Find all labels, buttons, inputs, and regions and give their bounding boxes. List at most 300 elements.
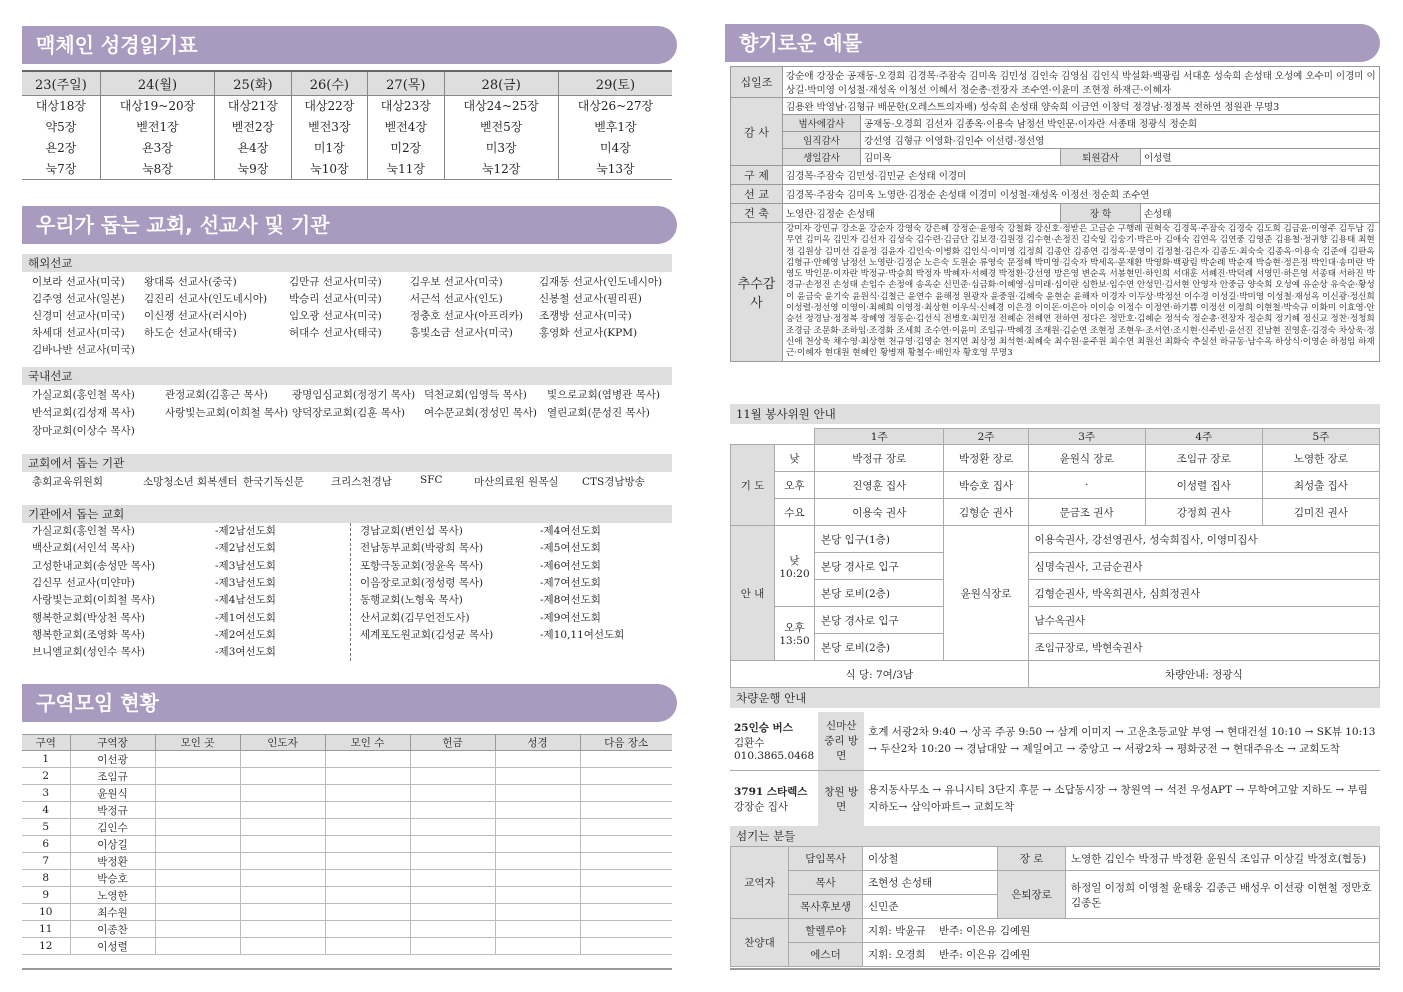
teach-name-3: 신민준	[863, 895, 998, 919]
agency-group: -제3여선도회	[215, 646, 276, 659]
district-empty-cell	[495, 751, 580, 768]
district-empty-cell	[240, 785, 325, 802]
relief-label: 구 제	[731, 166, 783, 185]
district-leader: 최수원	[70, 904, 155, 921]
prayer-name: 이용숙 권사	[815, 499, 944, 526]
district-empty-cell	[580, 904, 672, 921]
domestic-label: 국내선교	[22, 367, 672, 385]
prayer-time: 수요	[775, 499, 815, 526]
vehicle-route: 용지동사무소 → 유니시티 3단지 후문 → 소답동시장 → 창원역 → 석전 우성APT → 무학여고앞 지하도 → 부림지하도→ 삼익아파트→ 교회도착	[864, 770, 1380, 828]
district-row	[22, 921, 672, 938]
district-empty-cell	[495, 768, 580, 785]
district-number: 3	[22, 785, 70, 802]
choir-label: 찬양대	[731, 919, 789, 967]
meal-info: 식 당: 7여/3남	[731, 661, 1029, 688]
district-empty-cell	[155, 904, 240, 921]
service-week: 5주	[1262, 429, 1379, 445]
district-empty-cell	[580, 853, 672, 870]
district-number: 1	[22, 751, 70, 768]
agency-churches-list	[22, 523, 672, 663]
district-leader: 이성렬	[70, 938, 155, 955]
reading-cell: 벧후1장	[558, 116, 672, 137]
reading-cell: 미2장	[368, 137, 444, 158]
reading-day-header: 23(주일)	[22, 71, 100, 95]
domestic-item: 광명임심교회(정정기 목사)	[292, 389, 416, 401]
district-empty-cell	[580, 870, 672, 887]
overseas-item: 김바나반 선교사(미국)	[32, 344, 135, 356]
district-empty-cell	[155, 802, 240, 819]
district-empty-cell	[410, 768, 495, 785]
district-table	[22, 734, 672, 955]
thanks-sub-label-3: 생일감사	[783, 149, 861, 166]
teach-name-1: 이상철	[863, 847, 998, 871]
reading-cell: 눅13장	[558, 158, 672, 179]
district-row	[22, 836, 672, 853]
guide-time-noon-clock: 10:20	[779, 567, 810, 580]
reading-cell: 벧전5장	[444, 116, 558, 137]
agency-church: 사랑빛는교회(이희철 목사)	[32, 594, 156, 607]
guide-place: 본당 경사로 입구	[815, 607, 944, 634]
reading-cell: 대상23장	[368, 95, 444, 116]
overseas-item: 신경미 선교사(미국)	[32, 310, 125, 322]
district-header-cell: 성경	[495, 735, 580, 751]
district-empty-cell	[155, 938, 240, 955]
reading-cell: 벧전4장	[368, 116, 444, 137]
agencies-item: 마산의료원 원목실	[474, 476, 559, 488]
choir-info-2	[863, 943, 1380, 967]
domestic-item: 빛으로교회(염병관 목사)	[547, 389, 660, 401]
agency-church: 행복한교회(박상천 목사)	[32, 611, 145, 624]
domestic-item: 관정교회(김홍근 목사)	[165, 389, 268, 401]
district-row	[22, 802, 672, 819]
building-text: 노영란·김정순 손성태	[783, 204, 1061, 223]
reading-cell: 벧전1장	[100, 116, 214, 137]
district-empty-cell	[240, 836, 325, 853]
reading-cell: 욘4장	[215, 137, 291, 158]
thanks-label: 감 사	[731, 98, 783, 166]
district-empty-cell	[495, 819, 580, 836]
domestic-item: 가실교회(홍인철 목사)	[32, 389, 135, 401]
choir-acc-2: 반주: 이은유 김예원	[938, 949, 1031, 961]
relief-text: 김경목·주잠숙 김민성·김민균 손성태 이경미	[783, 166, 1380, 185]
prayer-name: 진영훈 집사	[815, 472, 944, 499]
vehicle-route-label: 신마산 중리 방면	[818, 712, 864, 770]
service-blank	[731, 429, 775, 445]
choir-acc-1: 반주: 이은유 김예원	[938, 925, 1031, 937]
district-empty-cell	[240, 768, 325, 785]
district-header-cell: 구역	[22, 735, 70, 751]
domestic-item: 열린교회(문성진 목사)	[547, 407, 650, 419]
district-row	[22, 887, 672, 904]
prayer-time: 낮	[775, 445, 815, 472]
agency-church: 포항극동교회(정윤옥 목사)	[360, 559, 484, 572]
district-empty-cell	[325, 751, 410, 768]
overseas-item: 임오광 선교사(미국)	[289, 310, 382, 322]
guide-row	[731, 553, 1380, 580]
vehicle-info	[730, 770, 818, 828]
guide-time-pm	[775, 607, 815, 661]
teach-role-3: 목사후보생	[789, 895, 863, 919]
domestic-list	[22, 387, 672, 441]
choir-lead-1: 지휘: 박윤규	[868, 925, 926, 937]
service-week: 4주	[1145, 429, 1262, 445]
district-empty-cell	[240, 887, 325, 904]
agency-church: 고성한내교회(송성만 목사)	[32, 559, 156, 572]
district-empty-cell	[580, 768, 672, 785]
service-blank	[775, 429, 815, 445]
agency-church: 세계포도원교회(김성균 목사)	[360, 628, 494, 641]
prayer-name: 이성렬 집사	[1145, 472, 1262, 499]
reading-row	[22, 116, 672, 137]
reading-day-header: 26(수)	[291, 71, 367, 95]
reading-cell: 대상18장	[35, 99, 86, 114]
reading-cell: 대상21장	[215, 95, 291, 116]
district-leader: 박정환	[70, 853, 155, 870]
district-empty-cell	[240, 802, 325, 819]
district-empty-cell	[325, 819, 410, 836]
reading-day-header: 29(토)	[558, 71, 672, 95]
overseas-item: 왕대록 선교사(중국)	[144, 276, 237, 288]
district-empty-cell	[155, 887, 240, 904]
overseas-item: 김진리 선교사(인도네시아)	[144, 293, 268, 305]
agencies-item: 소망청소년 회복센터	[143, 476, 238, 488]
overseas-item: 흥빛소금 선교사(미국)	[410, 327, 513, 339]
overseas-list	[22, 274, 672, 354]
overseas-item: 김주영 선교사(일본)	[32, 293, 125, 305]
domestic-item: 장마교회(이상수 목사)	[32, 425, 135, 437]
district-empty-cell	[325, 836, 410, 853]
district-empty-cell	[495, 785, 580, 802]
overseas-item: 신봉철 선교사(필리핀)	[539, 293, 642, 305]
district-leader: 박정규	[70, 802, 155, 819]
agencies-list	[22, 474, 672, 492]
reading-cell: 눅10장	[291, 158, 367, 179]
thanks-sub-label-2: 임직감사	[783, 132, 861, 149]
district-empty-cell	[410, 785, 495, 802]
prayer-name: ·	[1028, 472, 1145, 499]
thanks-text: 김용완 박영남·김형규 배문한(오레스트의자배) 성숙희 손성태 양숙희 이금연 이창덕 정경남·정정복 전하연 정원관 무명3	[783, 98, 1380, 115]
district-empty-cell	[410, 938, 495, 955]
overseas-item: 허대수 선교사(태국)	[289, 327, 382, 339]
prayer-time: 오후	[775, 472, 815, 499]
workers-table	[730, 846, 1380, 967]
guide-place: 본당 경사로 입구	[815, 553, 944, 580]
district-number: 5	[22, 819, 70, 836]
reading-day-header: 25(화)	[215, 71, 291, 95]
choir-name-2: 에스더	[789, 943, 863, 967]
guide-place: 본당 로비(2층)	[815, 580, 944, 607]
overseas-item: 김만규 선교사(미국)	[289, 276, 382, 288]
district-empty-cell	[325, 938, 410, 955]
district-number: 4	[22, 802, 70, 819]
overseas-label: 해외선교	[22, 254, 672, 272]
vehicle-row	[730, 712, 1380, 770]
choir-lead-2: 지휘: 오경희	[868, 949, 926, 961]
district-empty-cell	[580, 751, 672, 768]
prayer-name: 윤원식 장로	[1028, 445, 1145, 472]
district-leader: 노영한	[70, 887, 155, 904]
reading-cell: 눅11장	[368, 158, 444, 179]
guide-row	[731, 607, 1380, 634]
vehicle-row	[730, 770, 1380, 828]
reading-cell: 벧전2장	[215, 116, 291, 137]
vehicle-phone: 010.3865.0468	[734, 749, 815, 762]
vehicle-table	[730, 712, 1380, 829]
overseas-item: 이신쟁 선교사(러시아)	[144, 310, 247, 322]
district-empty-cell	[495, 802, 580, 819]
guide-time-noon-label: 낮	[789, 554, 800, 567]
reading-cell: 벧전3장	[291, 116, 367, 137]
district-empty-cell	[240, 904, 325, 921]
district-empty-cell	[495, 887, 580, 904]
overseas-item: 홍영화 선교사(KPM)	[539, 327, 638, 339]
agency-group: -제3남선도회	[215, 576, 276, 589]
guide-time-noon	[775, 526, 815, 607]
district-empty-cell	[410, 819, 495, 836]
agencies-item: SFC	[420, 474, 443, 486]
district-empty-cell	[495, 921, 580, 938]
overseas-item: 김우보 선교사(미국)	[410, 276, 503, 288]
reading-day-header: 24(월)	[100, 71, 214, 95]
district-empty-cell	[410, 870, 495, 887]
district-empty-cell	[325, 904, 410, 921]
agency-group: -제2남선도회	[215, 542, 276, 555]
district-empty-cell	[580, 785, 672, 802]
vehicle-driver: 강장순 집사	[734, 801, 789, 813]
district-empty-cell	[325, 853, 410, 870]
district-header-cell: 다음 장소	[580, 735, 672, 751]
district-empty-cell	[410, 751, 495, 768]
reading-cell: 눅8장	[100, 158, 214, 179]
district-empty-cell	[240, 938, 325, 955]
left-bottom-rule	[22, 968, 672, 970]
guide-names: 남수옥권사	[1028, 607, 1379, 634]
teach-label: 교역자	[731, 847, 789, 919]
district-empty-cell	[410, 802, 495, 819]
district-empty-cell	[410, 836, 495, 853]
vehicle-bus: 3791 스타렉스	[734, 786, 808, 798]
prayer-name: 박승호 집사	[944, 472, 1028, 499]
agency-group: -제1여선도회	[215, 611, 276, 624]
reading-header: 맥체인 성경읽기표	[22, 26, 677, 64]
district-number: 7	[22, 853, 70, 870]
offering-header: 향기로운 예물	[725, 24, 1380, 62]
reading-row	[22, 137, 672, 158]
district-empty-cell	[580, 938, 672, 955]
agencies-item: 크리스천경남	[331, 476, 392, 488]
district-empty-cell	[155, 785, 240, 802]
agency-church: 가실교회(홍인철 목사)	[32, 525, 135, 537]
overseas-item: 이보라 선교사(미국)	[32, 276, 125, 288]
domestic-item: 반석교회(김성재 목사)	[32, 407, 135, 419]
prayer-name: 강정희 권사	[1145, 499, 1262, 526]
district-leader: 김인수	[70, 819, 155, 836]
guide-place: 본당 입구(1층)	[815, 526, 944, 553]
district-empty-cell	[240, 819, 325, 836]
elders-text: 노영한 김인수 박정규 박정환 윤원식 조임규 이상길 박정호(협동)	[1066, 847, 1380, 871]
reading-cell: 눅7장	[22, 158, 100, 179]
district-empty-cell	[325, 870, 410, 887]
reading-cell: 눅12장	[444, 158, 558, 179]
district-empty-cell	[580, 802, 672, 819]
district-empty-cell	[580, 836, 672, 853]
agency-group: -제10,11여선도회	[540, 628, 625, 641]
domestic-item: 양덕장로교회(김훈 목사)	[292, 407, 405, 419]
agency-church: 이음장로교회(정성령 목사)	[360, 576, 484, 589]
parking-info: 차량안내: 정광식	[1028, 661, 1379, 688]
teach-role-2: 목사	[789, 871, 863, 895]
reading-cell: 미3장	[444, 137, 558, 158]
agencies-label: 교회에서 돕는 기관	[22, 454, 672, 472]
service-footer-row	[731, 661, 1380, 688]
agency-churches-label: 기관에서 돕는 교회	[22, 505, 672, 523]
district-leader: 이종찬	[70, 921, 155, 938]
agency-group: -제4남선도회	[215, 594, 276, 607]
district-empty-cell	[325, 802, 410, 819]
district-empty-cell	[495, 836, 580, 853]
reading-cell: 대상22장	[291, 95, 367, 116]
guide-names: 조임규장로, 박현숙권사	[1028, 634, 1379, 661]
prayer-label: 기 도	[731, 445, 775, 526]
prayer-name: 노영한 장로	[1262, 445, 1379, 472]
guide-time-pm-label: 오후	[784, 622, 805, 634]
reading-table	[22, 70, 672, 180]
prayer-row	[731, 499, 1380, 526]
agency-church: 경남교회(변인섭 목사)	[360, 525, 463, 537]
support-header: 우리가 돕는 교회, 선교사 및 기관	[22, 206, 677, 244]
district-leader: 조임규	[70, 768, 155, 785]
reading-row	[22, 158, 672, 179]
guide-place: 본당 로비(2층)	[815, 634, 944, 661]
thanks-sub-label-1: 범사에감사	[783, 115, 861, 132]
scholarship-label: 장 학	[1061, 204, 1141, 223]
prayer-name: 김미진 권사	[1262, 499, 1379, 526]
prayer-name: 김형순 권사	[944, 499, 1028, 526]
vehicle-driver: 김환수	[734, 736, 765, 749]
district-header-cell: 모인 곳	[155, 735, 240, 751]
district-number: 8	[22, 870, 70, 887]
district-empty-cell	[240, 921, 325, 938]
service-week: 3주	[1028, 429, 1145, 445]
reading-day-header: 28(금)	[444, 71, 558, 95]
guide-names: 이용숙권사, 강선영권사, 성숙희집사, 이영미집사	[1028, 526, 1379, 553]
district-empty-cell	[155, 768, 240, 785]
overseas-item: 김재동 선교사(인도네시아)	[539, 276, 663, 288]
thanks-sub-text-2: 강선영 김형규 이영화·김인수 이선령·정선영	[861, 132, 1380, 149]
prayer-name: 박정환 장로	[944, 445, 1028, 472]
prayer-name: 최성출 집사	[1262, 472, 1379, 499]
reading-cell: 대상24~25장	[444, 95, 558, 116]
agency-church: 백산교회(서인석 목사)	[32, 542, 135, 555]
district-empty-cell	[410, 887, 495, 904]
reading-cell: 미1장	[291, 137, 367, 158]
guide-row	[731, 634, 1380, 661]
prayer-name: 조임규 장로	[1145, 445, 1262, 472]
vehicle-info	[730, 712, 818, 770]
district-empty-cell	[580, 921, 672, 938]
guide-row	[731, 526, 1380, 553]
district-empty-cell	[155, 853, 240, 870]
guide-names: 심명숙권사, 고금순권사	[1028, 553, 1379, 580]
district-row	[22, 853, 672, 870]
harvest-text: 강미자 강민규 강소윤 강순자 강영숙 강은혜 강정순·윤영숙 강철화 강신호·정받은 고금순 구행례 권혁숙 김경목·주잠숙 김경숙 김도희 김금윤·이영주 김두남 김무연 김미옥 김민자 김선자 김성숙 김수련·김금단 김보경·김원경 김수현·손정진 김숙일 김숭기·박은아 김애숙 김연옥 김연중 김영준 김용철·정귀향 김용태 최현정 김원상 김미선 김윤정 김윤자 김인숙·이병화 김인식·이미영 김정희 김종안 김종연 김정옥·문영이 김정철·김은자 김종도·최숙숙 김종옥·이용숙 김준애 김판옥 김형규·안혜영 남정선 노영란·김정순 노은숙 도원순 류영숙 문정혜 박미영·김숙자 박세옥·문재환 박영화·백광림 박순례 박순재 박승현·정은정 박인대·송미란 박영도 박인문·이자란 박정규·박승희 박정자 박혜자·서혜경 박정환·강선영 방은영 변순옥 서봉현민·하인희 서대훈 서혜진·박덕례 서영민·하은영 서종태 서하진 박경규·손정진 손성태 손임수 손정애 송옥순 신민준·심금화·이혜영·심미래·심이란 심한보·임수연 안성민·김서현 안영자 안중금 양숙희 오성예 유순상 유숙순·황성이 윤금숙 윤기숙 윤원식·김철근 윤연수 윤해정 원광자 윤중원·김혜숙 윤현순 윤해자 이경자 이두상·박정선 이수경 이성길·박미영 이성철·재성옥 이신광·정신희 이성렬·정선영 이영이·최혜희 이영정·최상현 이우식·신혜경 이은경 이이돈·이은아 이이승 이정수 이정연·하기쁨 이정선 이정희 이현철·박숙규 이화미 이효영·안승선 정경남·정정복 장혜영 정동순·김선식 전병호·최민정 전혜순 전혜연 전하연 정다은 정만호·김혜순 정석숙 정순총·전장자 정순희 정기혜 정신교 정찬·정청희 조경금 조문화·조하임·조경화 조세희 조수연·이윤미 조임규·박혜경 조재원·김순연 조현정 조현우·조서연·조시현·신주빈·윤선진 진남현 진영훈·김경숙 차상욱·정신애 천상욱 채수영·최상현 천규영·김영순 천지연 최상정 최석현·최혜숙 최수원·윤주원 최수연 최원선 최화숙 추실선 하규동·남수옥 하상식·이영순 하정임 하재근·이혜자 현대원 현혜인 황병재 황철수·배인자 황호영 무명3	[783, 223, 1380, 362]
scholarship-text: 손성태	[1141, 204, 1380, 223]
district-empty-cell	[495, 904, 580, 921]
district-header-cell: 인도자	[240, 735, 325, 751]
agency-divider	[350, 523, 351, 661]
agency-group: -제4여선도회	[540, 525, 601, 537]
guide-leader: 윤원식장로	[944, 526, 1028, 661]
district-number: 12	[22, 938, 70, 955]
district-header-cell: 구역장	[70, 735, 155, 751]
district-empty-cell	[155, 921, 240, 938]
vehicle-route: 호계 서광2차 9:40 → 상곡 주공 9:50 → 삼계 이미지 → 고운초등교앞 부영 → 현대건설 10:10 → SK뷰 10:13 → 두산2차 10:20 → 경남대앞 → 제일여고 → 중앙고 → 서광2차 → 평화궁전 → 현대주유소 → 교회도착	[864, 712, 1380, 770]
agency-group: -제5여선도회	[540, 542, 601, 555]
retired-text: 하정일 이정희 이영철 윤태웅 김종근 배성우 이선광 이현철 정만호 김종돈	[1066, 871, 1380, 919]
left-column	[22, 0, 672, 992]
district-empty-cell	[155, 751, 240, 768]
district-empty-cell	[240, 870, 325, 887]
elders-label: 장 로	[998, 847, 1066, 871]
retired-label: 은퇴장로	[998, 871, 1066, 919]
district-empty-cell	[410, 853, 495, 870]
reading-cell: 미4장	[558, 137, 672, 158]
guide-names: 김형순권사, 박옥희권사, 심희정권사	[1028, 580, 1379, 607]
district-row	[22, 768, 672, 785]
district-empty-cell	[325, 887, 410, 904]
district-leader: 이선광	[70, 751, 155, 768]
guide-label: 안 내	[731, 526, 775, 661]
vehicle-route-label: 창원 방면	[818, 770, 864, 828]
tithe-label: 십일조	[731, 67, 783, 98]
agency-church: 브니엘교회(성인수 목사)	[32, 646, 145, 659]
agency-church: 산서교회(김무언전도사)	[360, 611, 470, 624]
prayer-row	[731, 472, 1380, 499]
prayer-name: 문금조 권사	[1028, 499, 1145, 526]
building-label: 건 축	[731, 204, 783, 223]
district-empty-cell	[580, 819, 672, 836]
workers-title: 섬기는 분들	[730, 826, 1380, 846]
agency-group: -제2남선도회	[215, 525, 276, 537]
service-week: 2주	[944, 429, 1028, 445]
district-empty-cell	[495, 853, 580, 870]
right-bottom-rule	[730, 968, 1380, 970]
district-empty-cell	[325, 921, 410, 938]
thanks-sub-label-4: 퇴원감사	[1061, 149, 1141, 166]
guide-row	[731, 580, 1380, 607]
district-empty-cell	[155, 870, 240, 887]
agency-church: 전남동부교회(박광희 목사)	[360, 542, 484, 555]
district-row	[22, 870, 672, 887]
district-header-cell: 모인 수	[325, 735, 410, 751]
district-empty-cell	[495, 870, 580, 887]
district-leader: 윤원식	[70, 785, 155, 802]
district-empty-cell	[495, 938, 580, 955]
reading-row	[22, 95, 672, 116]
district-empty-cell	[325, 768, 410, 785]
vehicle-title: 차량운행 안내	[730, 688, 1380, 708]
district-number: 2	[22, 768, 70, 785]
district-leader: 박승호	[70, 870, 155, 887]
agency-church: 김신무 선교사(미얀마)	[32, 576, 135, 589]
agency-church: 행복한교회(조영화 목사)	[32, 628, 145, 641]
mission-text: 김경목·주잠숙 김미옥 노영란·김정순 손성태 이경미 이성철·재성옥 이정선 정순희 조수연	[783, 185, 1380, 204]
agencies-item: CTS경남방송	[582, 476, 645, 488]
district-empty-cell	[240, 853, 325, 870]
reading-cell: 눅9장	[215, 158, 291, 179]
agencies-item: 총회교육위원회	[32, 476, 104, 488]
district-number: 6	[22, 836, 70, 853]
